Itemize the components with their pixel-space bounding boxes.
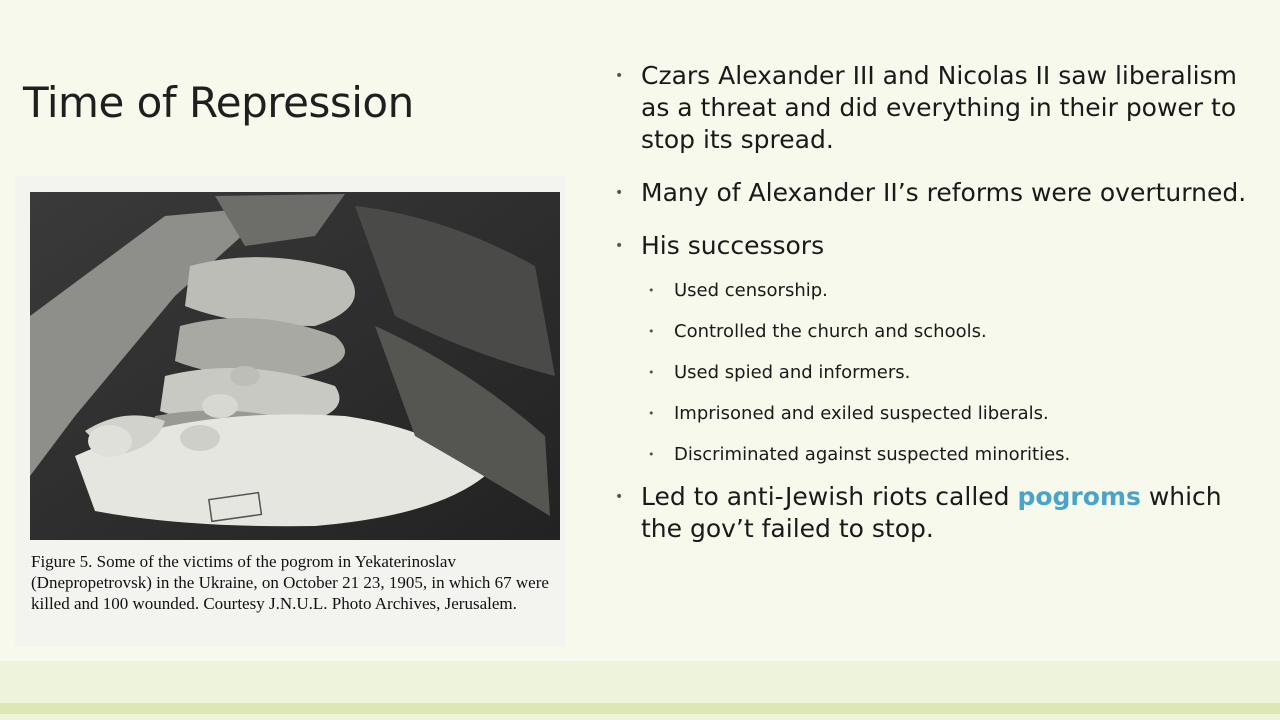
bullet-dot-icon: • xyxy=(648,284,655,297)
sub-bullet-item xyxy=(615,320,1255,344)
bullet-text: Czars Alexander III and Nicolas II saw liberalism as a threat and did everything in their power to stop its spread. xyxy=(641,61,1237,154)
sub-bullet-text: Used censorship. xyxy=(674,280,828,301)
bullet-text: Led to anti-Jewish riots called xyxy=(641,482,1018,511)
bullet-dot-icon: • xyxy=(615,185,624,201)
bullet-text: His successors xyxy=(641,231,825,260)
sub-bullet-text: Controlled the church and schools. xyxy=(674,321,987,342)
sub-bullet-text: Imprisoned and exiled suspected liberals. xyxy=(674,403,1049,424)
bullet-dot-icon: • xyxy=(615,68,624,84)
sub-bullet-text: Discriminated against suspected minorities. xyxy=(674,444,1071,465)
bullet-item xyxy=(615,481,1255,545)
sub-bullet-item xyxy=(615,402,1255,426)
sub-bullet-item xyxy=(615,361,1255,385)
photo-caption: Figure 5. Some of the victims of the pogrom in Yekaterinoslav (Dnepropetrovsk) in the Ukraine, on October 21 23, 1905, in which 67 were killed and 100 wounded. Courtesy J.N.U.L. Photo Archives, Jerusalem. xyxy=(31,552,549,613)
bullet-dot-icon: • xyxy=(648,325,655,338)
footer-accent-line xyxy=(0,703,1280,714)
bullet-item xyxy=(615,177,1255,209)
sub-bullet-item xyxy=(615,443,1255,467)
sub-bullet-text: Used spied and informers. xyxy=(674,362,911,383)
bullet-item xyxy=(615,230,1255,262)
bullet-dot-icon: • xyxy=(648,448,655,461)
bullet-dot-icon: • xyxy=(615,238,624,254)
bullet-list xyxy=(615,60,1255,545)
figure-number: 5 xyxy=(550,521,559,540)
slide-title: Time of Repression xyxy=(23,78,414,127)
highlight-term: pogroms xyxy=(1017,482,1141,511)
bullet-dot-icon: • xyxy=(615,489,624,505)
bullet-dot-icon: • xyxy=(648,407,655,420)
historical-photo xyxy=(15,176,565,646)
bullet-text: Many of Alexander II’s reforms were overturned. xyxy=(641,178,1247,207)
sub-bullet-item xyxy=(615,279,1255,303)
bullet-text-continued: which the gov’t failed to stop. xyxy=(641,482,1222,543)
bullet-dot-icon: • xyxy=(648,366,655,379)
bullet-item xyxy=(615,60,1255,156)
